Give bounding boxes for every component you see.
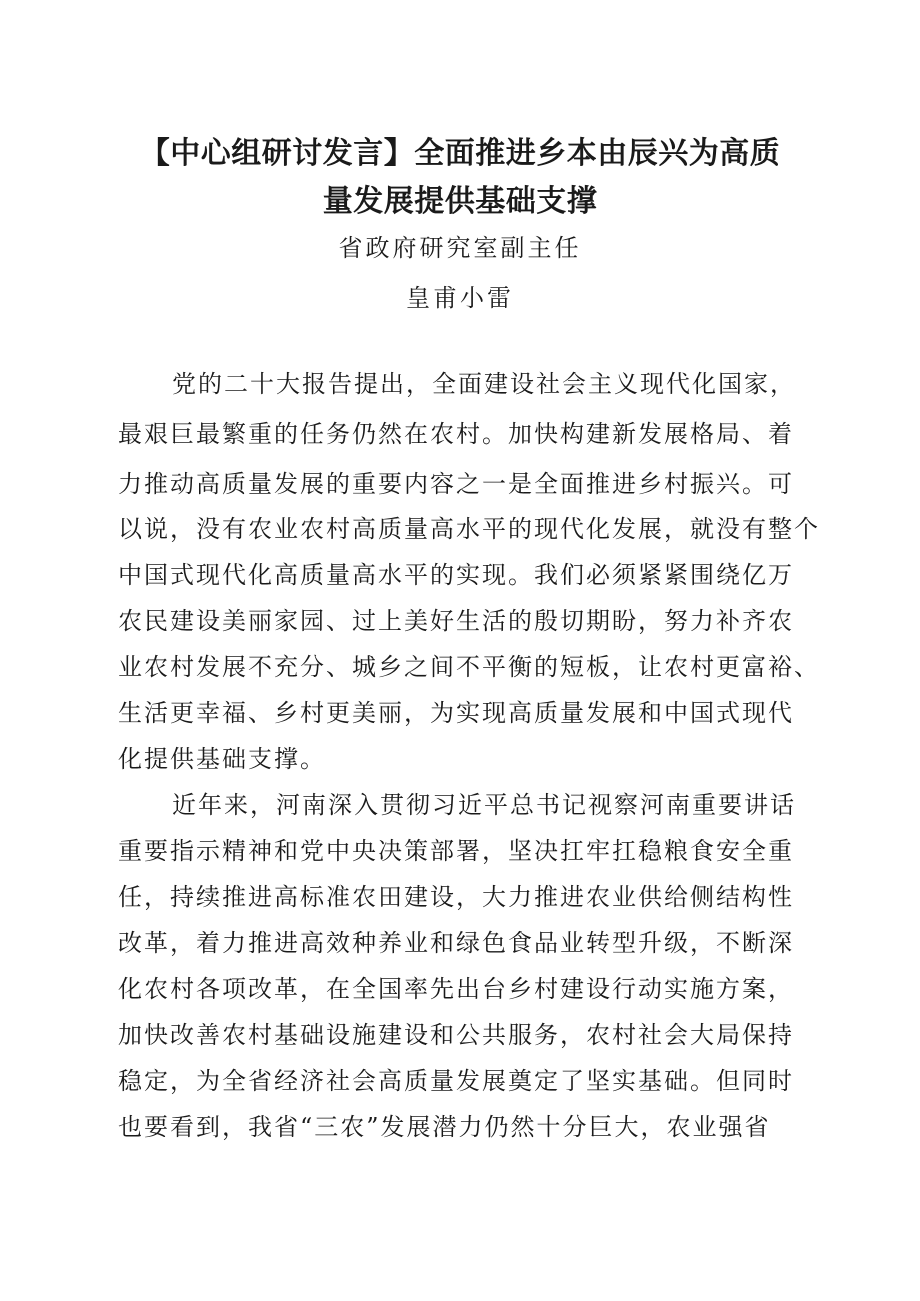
- paragraph-line: 业农村发展不充分、城乡之间不平衡的短板，让农村更富裕、: [118, 653, 820, 681]
- paragraph-line: 近年来，河南深入贯彻习近平总书记视察河南重要讲话: [172, 791, 796, 819]
- paragraph-line: 改革，着力推进高效种养业和绿色食品业转型升级，不断深: [118, 929, 794, 957]
- paragraph-line: 也要看到，我省“三农”发展潜力仍然十分巨大，农业强省: [118, 1113, 771, 1141]
- paragraph-line: 化提供基础支撑。: [118, 745, 326, 773]
- paragraph-line: 生活更幸福、乡村更美丽，为实现高质量发展和中国式现代: [118, 699, 794, 727]
- paragraph-line: 中国式现代化高质量高水平的实现。我们必须紧紧围绕亿万: [118, 561, 794, 589]
- paragraph-line: 农民建设美丽家园、过上美好生活的殷切期盼，努力补齐农: [118, 607, 794, 635]
- document-title-line-2: 量发展提供基础支撑: [322, 184, 598, 219]
- paragraph-line: 力推动高质量发展的重要内容之一是全面推进乡村振兴。可: [118, 470, 794, 498]
- paragraph-line: 稳定，为全省经济社会高质量发展奠定了坚实基础。但同时: [118, 1067, 794, 1095]
- author-name: 皇甫小雷: [406, 284, 514, 312]
- document-title-line-1: 【中心组研讨发言】全面推进乡本由辰兴为高质: [139, 136, 781, 171]
- author-position: 省政府研究室副主任: [338, 234, 582, 262]
- paragraph-line: 最艰巨最繁重的任务仍然在农村。加快构建新发展格局、着: [118, 420, 794, 448]
- paragraph-line: 任，持续推进高标准农田建设，大力推进农业供给侧结构性: [118, 883, 794, 911]
- paragraph-line: 加快改善农村基础设施建设和公共服务，农村社会大局保持: [118, 1021, 794, 1049]
- paragraph-line: 党的二十大报告提出，全面建设社会主义现代化国家，: [172, 370, 796, 398]
- paragraph-line: 化农村各项改革，在全国率先出台乡村建设行动实施方案，: [118, 975, 794, 1003]
- paragraph-line: 以说，没有农业农村高质量高水平的现代化发展，就没有整个: [118, 515, 820, 543]
- paragraph-line: 重要指示精神和党中央决策部署，坚决扛牢扛稳粮食安全重: [118, 837, 794, 865]
